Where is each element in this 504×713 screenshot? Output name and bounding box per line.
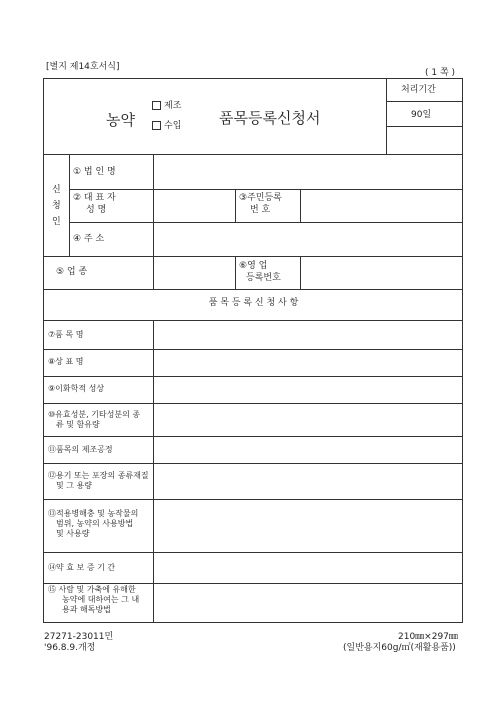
item-field[interactable] [154,500,463,552]
divider [386,101,463,102]
checkbox[interactable] [152,121,161,130]
item-label: ⑩유효성분, 기타성분의 종 류 및 함유량 [48,410,141,429]
divider [44,289,463,290]
item-label: ⑫용기 또는 포장의 종류재질 및 그 용량 [48,471,149,490]
divider [386,126,463,127]
page-indicator: ( 1 쪽 ) [425,68,456,78]
corp-name-label: ① 법 인 명 [73,167,116,177]
item-field[interactable] [154,321,463,349]
business-type-label: ⑤ 업 종 [56,267,88,277]
items-section-title: 품 목 등 록 신 청 사 항 [208,298,299,308]
rep-name-field[interactable] [154,190,235,222]
rep-name-label-1: ② 대 표 자 [73,193,116,203]
item-field[interactable] [154,464,463,499]
item-label: ⑨이화학적 성상 [48,384,105,393]
revision-date: '96.8.9.개정 [44,643,96,653]
pesticide-label: 농약 [106,111,135,129]
item-field[interactable] [154,377,463,403]
item-label: ⑬적용병해충 및 농작물의 범위, 농약의 사용방법 및 사용량 [48,509,139,538]
form-title: 품목등록신청서 [219,109,321,127]
business-reg-label-2: 등록번호 [246,273,281,283]
item-label: ⑪품목의 제조공정 [48,445,113,454]
checkbox[interactable] [152,101,161,110]
business-reg-label-1: ⑥영 업 [239,261,268,271]
rep-name-label-2: 성 명 [86,205,107,215]
applicant-section-label: 신 청 인 [52,185,61,227]
resident-no-field[interactable] [301,190,463,222]
address-label: ④ 주 소 [73,234,105,244]
divider [386,79,387,154]
corp-name-field[interactable] [154,155,463,189]
processing-period-value: 90일 [411,110,432,120]
item-field[interactable] [154,584,463,622]
form-code: 27271-23011민 [44,632,114,642]
paper-size: 210㎜×297㎜ [398,632,458,642]
business-type-field[interactable] [154,257,235,289]
divider [69,154,70,256]
form-number: [별지 제14호서식] [46,62,120,72]
item-label: ⑦품 목 명 [48,330,84,339]
item-field[interactable] [154,350,463,376]
item-label: ⑮ 사람 및 가축에 유해한 농약에 대하여는 그 내 용과 해독방법 [48,585,140,614]
item-label: ⑭약 효 보 증 기 간 [48,563,116,572]
application-form [43,78,463,623]
address-field[interactable] [154,223,463,256]
resident-no-label-1: ③주민등록 [239,193,282,203]
processing-period-label: 처리기간 [401,85,436,95]
paper-type: (일반용지60g/㎡(재활용품)) [343,643,456,653]
item-field[interactable] [154,404,463,436]
option-import[interactable]: 수입 [152,121,181,132]
item-field[interactable] [154,437,463,463]
option-manufacture[interactable]: 제조 [152,101,181,112]
resident-no-label-2: 번 호 [250,205,271,215]
divider [235,189,236,222]
item-label: ⑧상 표 명 [48,357,84,366]
business-reg-field[interactable] [301,257,463,289]
divider [235,256,236,289]
item-field[interactable] [154,553,463,583]
